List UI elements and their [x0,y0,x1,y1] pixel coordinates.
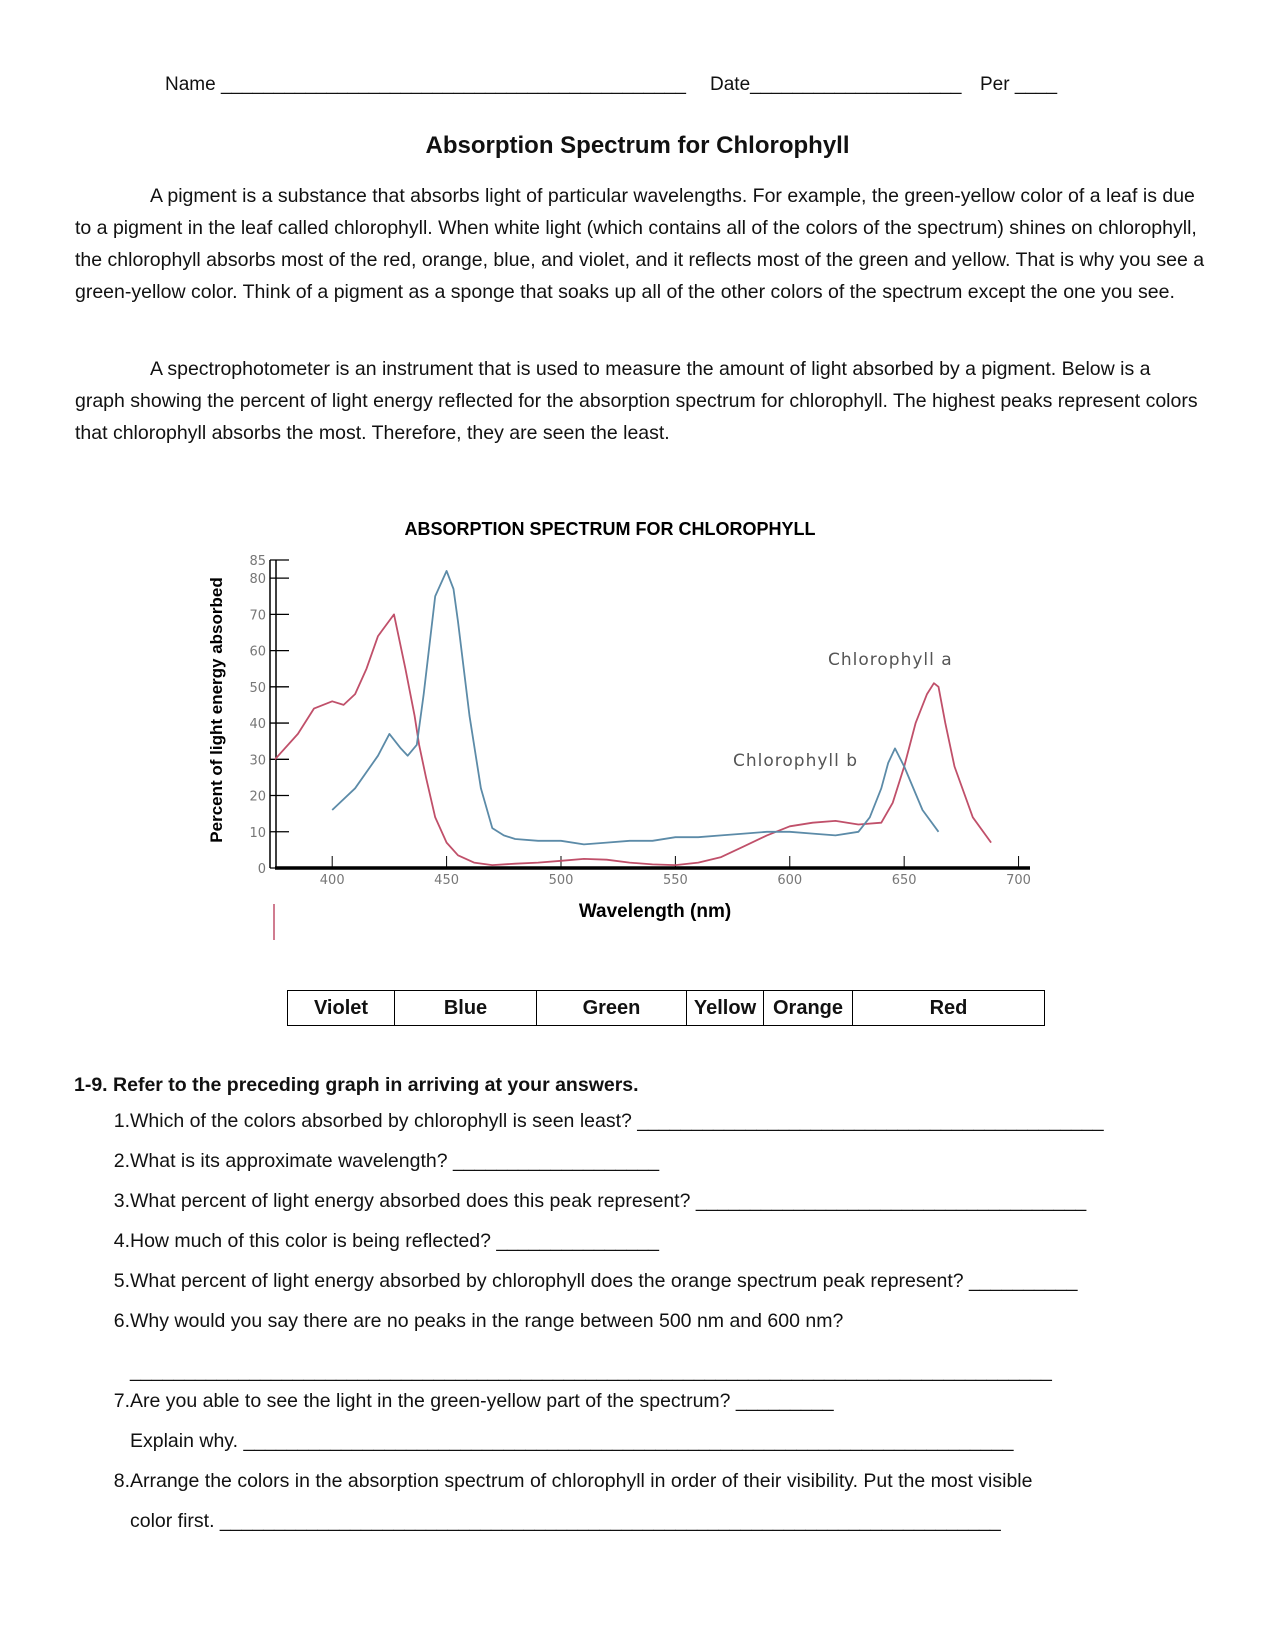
question-text[interactable]: What percent of light energy absorbed by chlorophyll does the orange spectrum peak represent? __________ [130,1270,1078,1292]
question-text[interactable]: How much of this color is being reflected? _______________ [130,1230,660,1252]
y-tick-label: 80 [249,572,266,588]
question-number: 2. [113,1150,130,1172]
question-number: 5. [113,1270,130,1292]
y-tick-label: 60 [249,644,266,660]
y-tick-label: 0 [257,862,266,877]
question-number: 8. [113,1470,130,1492]
question-text[interactable]: _____________________________________________________________________________________ [130,1360,1052,1382]
color-band-row [287,990,1045,1026]
questions-heading: 1-9. Refer to the preceding graph in arriving at your answers. [74,1074,639,1096]
question-text[interactable]: Which of the colors absorbed by chlorophyll is seen least? ___________________________________________ [130,1110,1104,1132]
question-number: 4. [113,1230,130,1252]
question-text[interactable]: Why would you say there are no peaks in the range between 500 nm and 600 nm? [130,1310,844,1332]
chart-series [275,571,991,865]
chart-title: ABSORPTION SPECTRUM FOR CHLOROPHYLL [404,519,816,539]
name-field-label[interactable]: Name ____________________________________________ [165,74,686,95]
color-band-blue: Blue [395,991,537,1025]
question-number: 6. [113,1310,130,1332]
color-band-green: Green [537,991,687,1025]
page-title: Absorption Spectrum for Chlorophyll [425,132,850,159]
color-band-violet: Violet [288,991,395,1025]
y-tick-label: 10 [249,825,266,841]
question-text[interactable]: Arrange the colors in the absorption spectrum of chlorophyll in order of their visibility. Put the most visible [130,1470,1033,1492]
question-text[interactable]: Explain why. _______________________________________________________________________ [130,1430,1014,1452]
question-text[interactable]: Are you able to see the light in the green-yellow part of the spectrum? _________ [130,1390,834,1412]
y-axis-label: Percent of light energy absorbed [207,577,226,843]
question-text[interactable]: What is its approximate wavelength? ___________________ [130,1150,660,1172]
y-tick-label: 30 [249,753,266,769]
x-tick-label: 700 [1006,873,1031,888]
spectrophotometer-paragraph: A spectrophotometer is an instrument that is used to measure the amount of light absorbed by a pigment. Below is a graph showing the percent of light energy reflected for the absorption spectrum for chlorophyll. The highest peaks represent colors that chlorophyll absorbs the most. Therefore, they are seen the least. [75,358,1198,444]
question-text[interactable]: color first. ________________________________________________________________________ [130,1510,1001,1532]
question-number: 7. [113,1390,130,1412]
y-tick-label: 50 [249,680,266,696]
x-axis-label: Wavelength (nm) [578,901,732,922]
question-number: 1. [113,1110,130,1132]
x-tick-label: 450 [434,873,460,888]
intro-paragraph: A pigment is a substance that absorbs light of particular wavelengths. For example, the green-yellow color of a leaf is due to a pigment in the leaf called chlorophyll. When white light (which contains all of the colors of the spectrum) shines on chlorophyll, the chlorophyll absorbs most of the red, orange, blue, and violet, and it reflects most of the green and yellow. That is why you see a green-yellow color. Think of a pigment as a sponge that soaks up all of the other colors of the spectrum except the one you see. [75,185,1205,303]
question-number: 3. [113,1190,130,1212]
x-tick-label: 500 [548,873,574,888]
y-tick-label: 40 [249,717,266,733]
annotation-chlorophyll-b: Chlorophyll b [733,751,859,771]
color-band-red: Red [929,996,968,1019]
series-line-chlorophyll-b [332,571,938,845]
question-text[interactable]: What percent of light energy absorbed does this peak represent? ____________________________________ [130,1190,1087,1212]
x-tick-label: 550 [662,873,688,888]
x-tick-label: 650 [891,873,917,888]
period-field-label[interactable]: Per ____ [980,74,1058,95]
color-band-yellow: Yellow [687,991,764,1025]
absorption-chart [200,519,1060,980]
chart-axes [249,554,1031,888]
y-tick-label: 70 [249,608,266,624]
annotation-chlorophyll-a: Chlorophyll a [828,650,953,670]
y-tick-label: 85 [249,554,266,569]
color-band-orange: Orange [764,991,853,1025]
date-field-label[interactable]: Date____________________ [710,74,962,95]
y-tick-label: 20 [249,789,266,805]
x-tick-label: 600 [777,873,803,888]
x-tick-label: 400 [319,873,345,888]
